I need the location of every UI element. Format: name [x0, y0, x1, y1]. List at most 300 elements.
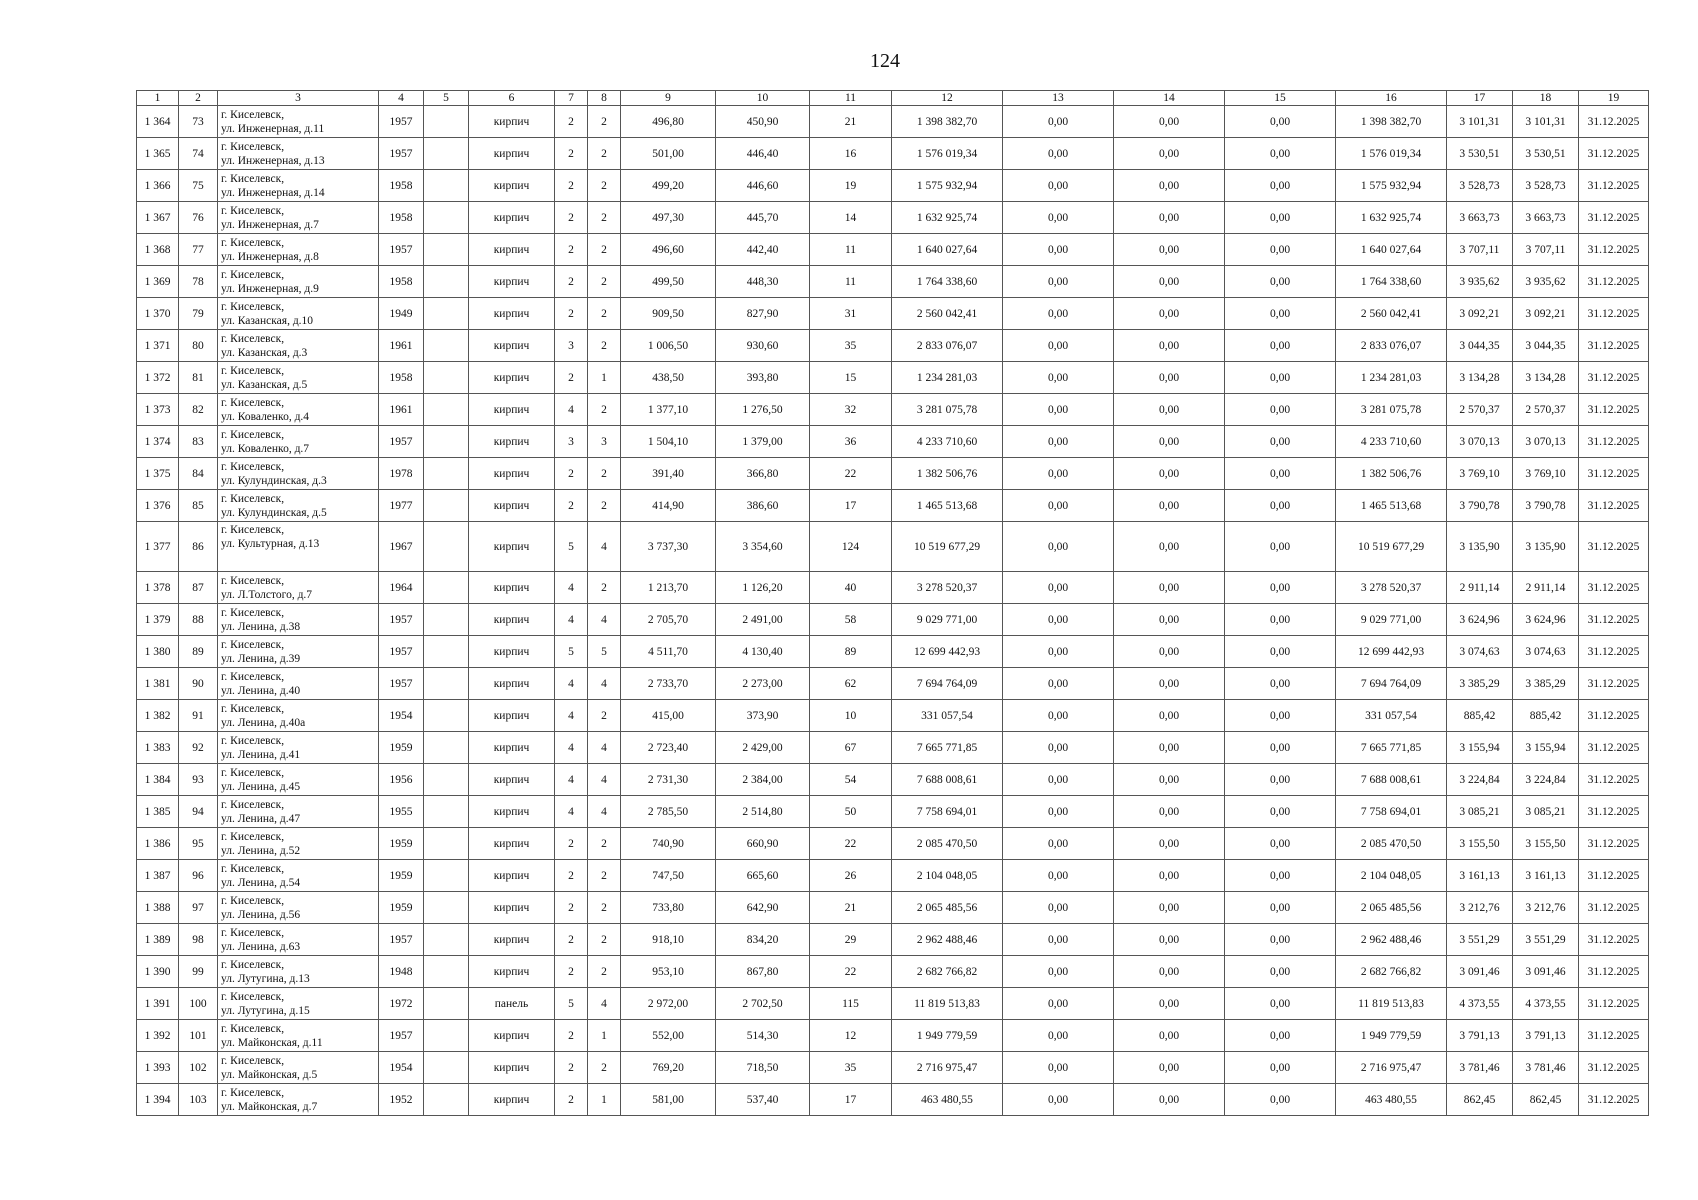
table-cell-c14: 0,00: [1114, 170, 1225, 202]
table-cell-c9: 3 737,30: [621, 522, 716, 572]
table-cell-c2: 90: [179, 668, 218, 700]
table-cell-c8: 2: [588, 202, 621, 234]
table-cell-c7: 4: [555, 732, 588, 764]
table-cell-c18: 3 134,28: [1513, 362, 1579, 394]
table-cell-c18: 3 074,63: [1513, 636, 1579, 668]
housing-register-table: [136, 90, 1649, 1116]
table-cell-c14: 0,00: [1114, 796, 1225, 828]
table-cell-c19: 31.12.2025: [1579, 106, 1649, 138]
address-cell: [218, 106, 379, 138]
table-cell-c13: 0,00: [1003, 988, 1114, 1020]
table-cell-c12: 1 234 281,03: [892, 362, 1003, 394]
table-cell-c15: 0,00: [1225, 796, 1336, 828]
table-cell-c4: 1957: [379, 668, 424, 700]
table-cell-c11: 31: [810, 298, 892, 330]
table-cell-c4: 1959: [379, 892, 424, 924]
table-cell-c6: кирпич: [469, 1084, 555, 1116]
table-row: [137, 924, 1649, 956]
table-cell-c12: 463 480,55: [892, 1084, 1003, 1116]
address-city: г. Киселевск,: [221, 428, 285, 441]
table-cell-c4: 1955: [379, 796, 424, 828]
table-cell-c2: 76: [179, 202, 218, 234]
table-cell-c15: 0,00: [1225, 1052, 1336, 1084]
address-street: ул. Майконская, д.5: [221, 1068, 318, 1081]
table-cell-c5: [424, 170, 469, 202]
table-cell-c7: 2: [555, 458, 588, 490]
table-cell-c14: 0,00: [1114, 522, 1225, 572]
table-cell-c7: 2: [555, 362, 588, 394]
table-cell-c4: 1957: [379, 924, 424, 956]
table-cell-c9: 499,50: [621, 266, 716, 298]
address-cell: [218, 170, 379, 202]
table-row: [137, 1084, 1649, 1116]
table-cell-c16: 2 085 470,50: [1336, 828, 1447, 860]
table-cell-c5: [424, 732, 469, 764]
table-cell-c9: 733,80: [621, 892, 716, 924]
address-street: ул. Лутугина, д.13: [221, 972, 310, 985]
table-cell-c12: 7 688 008,61: [892, 764, 1003, 796]
table-cell-c10: 2 514,80: [716, 796, 810, 828]
table-cell-c10: 718,50: [716, 1052, 810, 1084]
table-cell-c17: 3 044,35: [1447, 330, 1513, 362]
table-cell-c14: 0,00: [1114, 298, 1225, 330]
table-cell-c12: 1 382 506,76: [892, 458, 1003, 490]
table-cell-c14: 0,00: [1114, 106, 1225, 138]
table-cell-c15: 0,00: [1225, 170, 1336, 202]
table-cell-c2: 82: [179, 394, 218, 426]
table-cell-c14: 0,00: [1114, 1052, 1225, 1084]
table-cell-c7: 2: [555, 266, 588, 298]
table-cell-c8: 2: [588, 828, 621, 860]
table-cell-c9: 496,60: [621, 234, 716, 266]
table-row: [137, 522, 1649, 572]
table-cell-c18: 3 769,10: [1513, 458, 1579, 490]
table-cell-c15: 0,00: [1225, 106, 1336, 138]
table-cell-c9: 1 213,70: [621, 572, 716, 604]
address-street: ул. Культурная, д.13: [221, 538, 320, 550]
address-cell: [218, 764, 379, 796]
table-cell-c13: 0,00: [1003, 732, 1114, 764]
table-cell-c4: 1954: [379, 700, 424, 732]
table-row: [137, 298, 1649, 330]
table-cell-c8: 2: [588, 138, 621, 170]
table-cell-c2: 83: [179, 426, 218, 458]
table-cell-c9: 2 723,40: [621, 732, 716, 764]
table-cell-c14: 0,00: [1114, 604, 1225, 636]
table-cell-c6: кирпич: [469, 426, 555, 458]
table-cell-c11: 35: [810, 330, 892, 362]
table-cell-c10: 4 130,40: [716, 636, 810, 668]
table-cell-c11: 26: [810, 860, 892, 892]
table-cell-c10: 537,40: [716, 1084, 810, 1116]
table-cell-c4: 1978: [379, 458, 424, 490]
table-cell-c6: кирпич: [469, 490, 555, 522]
table-cell-c6: кирпич: [469, 234, 555, 266]
table-cell-c12: 2 104 048,05: [892, 860, 1003, 892]
table-cell-c16: 11 819 513,83: [1336, 988, 1447, 1020]
table-cell-c5: [424, 490, 469, 522]
table-cell-c17: 3 101,31: [1447, 106, 1513, 138]
table-cell-c15: 0,00: [1225, 330, 1336, 362]
table-cell-c10: 366,80: [716, 458, 810, 490]
table-cell-c1: 1 390: [137, 956, 179, 988]
table-cell-c4: 1958: [379, 170, 424, 202]
table-cell-c9: 391,40: [621, 458, 716, 490]
table-cell-c6: кирпич: [469, 458, 555, 490]
address-cell: [218, 234, 379, 266]
table-cell-c18: 3 212,76: [1513, 892, 1579, 924]
table-cell-c12: 1 949 779,59: [892, 1020, 1003, 1052]
table-cell-c13: 0,00: [1003, 234, 1114, 266]
table-cell-c2: 88: [179, 604, 218, 636]
table-cell-c12: 2 560 042,41: [892, 298, 1003, 330]
table-cell-c11: 19: [810, 170, 892, 202]
address-city: г. Киселевск,: [221, 734, 285, 747]
table-cell-c1: 1 367: [137, 202, 179, 234]
table-cell-c15: 0,00: [1225, 394, 1336, 426]
table-cell-c4: 1959: [379, 828, 424, 860]
table-cell-c5: [424, 956, 469, 988]
address-cell: [218, 298, 379, 330]
address-cell: [218, 266, 379, 298]
table-row: [137, 202, 1649, 234]
table-cell-c1: 1 373: [137, 394, 179, 426]
address-street: ул. Кулундинская, д.3: [221, 474, 327, 487]
address-street: ул. Майконская, д.7: [221, 1100, 318, 1113]
table-cell-c10: 446,40: [716, 138, 810, 170]
table-cell-c1: 1 383: [137, 732, 179, 764]
table-cell-c6: кирпич: [469, 1052, 555, 1084]
table-cell-c18: 3 663,73: [1513, 202, 1579, 234]
table-row: [137, 394, 1649, 426]
column-number-header: 11: [810, 91, 892, 106]
table-cell-c7: 2: [555, 490, 588, 522]
table-cell-c13: 0,00: [1003, 956, 1114, 988]
table-body: [137, 106, 1649, 1116]
address-city: г. Киселевск,: [221, 172, 285, 185]
table-cell-c15: 0,00: [1225, 764, 1336, 796]
address-cell: [218, 394, 379, 426]
table-cell-c16: 2 962 488,46: [1336, 924, 1447, 956]
table-cell-c8: 4: [588, 522, 621, 572]
table-cell-c19: 31.12.2025: [1579, 170, 1649, 202]
address-cell: [218, 924, 379, 956]
table-cell-c10: 3 354,60: [716, 522, 810, 572]
table-cell-c9: 953,10: [621, 956, 716, 988]
table-row: [137, 956, 1649, 988]
table-cell-c17: 3 551,29: [1447, 924, 1513, 956]
table-cell-c4: 1956: [379, 764, 424, 796]
address-city: г. Киселевск,: [221, 1054, 285, 1067]
table-cell-c18: 3 091,46: [1513, 956, 1579, 988]
table-row: [137, 732, 1649, 764]
table-cell-c5: [424, 572, 469, 604]
table-cell-c13: 0,00: [1003, 266, 1114, 298]
table-row: [137, 170, 1649, 202]
table-cell-c13: 0,00: [1003, 860, 1114, 892]
address-cell: [218, 828, 379, 860]
address-city: г. Киселевск,: [221, 798, 285, 811]
table-cell-c16: 1 465 513,68: [1336, 490, 1447, 522]
table-cell-c13: 0,00: [1003, 796, 1114, 828]
table-cell-c4: 1957: [379, 106, 424, 138]
table-cell-c11: 29: [810, 924, 892, 956]
table-cell-c2: 100: [179, 988, 218, 1020]
table-cell-c19: 31.12.2025: [1579, 234, 1649, 266]
table-cell-c10: 2 429,00: [716, 732, 810, 764]
table-cell-c7: 2: [555, 1020, 588, 1052]
address-street: ул. Ленина, д.38: [221, 620, 301, 633]
table-cell-c4: 1949: [379, 298, 424, 330]
address-city: г. Киселевск,: [221, 862, 285, 875]
table-cell-c16: 2 104 048,05: [1336, 860, 1447, 892]
table-cell-c14: 0,00: [1114, 700, 1225, 732]
column-number-header: 12: [892, 91, 1003, 106]
table-cell-c14: 0,00: [1114, 394, 1225, 426]
table-cell-c14: 0,00: [1114, 764, 1225, 796]
table-cell-c14: 0,00: [1114, 426, 1225, 458]
table-cell-c11: 12: [810, 1020, 892, 1052]
table-cell-c9: 1 377,10: [621, 394, 716, 426]
table-cell-c14: 0,00: [1114, 362, 1225, 394]
address-city: г. Киселевск,: [221, 670, 285, 683]
address-cell: [218, 426, 379, 458]
table-cell-c5: [424, 796, 469, 828]
table-cell-c2: 84: [179, 458, 218, 490]
table-cell-c15: 0,00: [1225, 1084, 1336, 1116]
table-cell-c10: 665,60: [716, 860, 810, 892]
address-street: ул. Казанская, д.5: [221, 378, 308, 391]
address-city: г. Киселевск,: [221, 926, 285, 939]
table-cell-c1: 1 391: [137, 988, 179, 1020]
column-number-header: 3: [218, 91, 379, 106]
table-cell-c15: 0,00: [1225, 490, 1336, 522]
table-cell-c5: [424, 1052, 469, 1084]
table-row: [137, 458, 1649, 490]
table-cell-c13: 0,00: [1003, 426, 1114, 458]
table-cell-c10: 514,30: [716, 1020, 810, 1052]
table-cell-c17: 3 161,13: [1447, 860, 1513, 892]
table-cell-c9: 747,50: [621, 860, 716, 892]
table-cell-c17: 3 155,50: [1447, 828, 1513, 860]
table-cell-c19: 31.12.2025: [1579, 764, 1649, 796]
address-city: г. Киселевск,: [221, 364, 285, 377]
table-cell-c16: 1 398 382,70: [1336, 106, 1447, 138]
table-cell-c5: [424, 988, 469, 1020]
address-city: г. Киселевск,: [221, 108, 285, 121]
table-cell-c17: 3 935,62: [1447, 266, 1513, 298]
column-number-header: 4: [379, 91, 424, 106]
table-cell-c18: 3 161,13: [1513, 860, 1579, 892]
table-cell-c5: [424, 458, 469, 490]
table-cell-c4: 1959: [379, 732, 424, 764]
table-cell-c8: 2: [588, 234, 621, 266]
table-cell-c17: 3 528,73: [1447, 170, 1513, 202]
table-cell-c4: 1964: [379, 572, 424, 604]
table-cell-c19: 31.12.2025: [1579, 956, 1649, 988]
table-cell-c6: кирпич: [469, 1020, 555, 1052]
table-cell-c1: 1 370: [137, 298, 179, 330]
table-cell-c5: [424, 298, 469, 330]
table-cell-c6: кирпич: [469, 636, 555, 668]
table-cell-c16: 1 576 019,34: [1336, 138, 1447, 170]
address-cell: [218, 636, 379, 668]
table-cell-c11: 62: [810, 668, 892, 700]
table-cell-c16: 4 233 710,60: [1336, 426, 1447, 458]
table-cell-c11: 17: [810, 1084, 892, 1116]
table-cell-c11: 67: [810, 732, 892, 764]
address-street: ул. Казанская, д.10: [221, 314, 314, 327]
table-cell-c12: 10 519 677,29: [892, 522, 1003, 572]
table-cell-c2: 74: [179, 138, 218, 170]
table-cell-c16: 1 632 925,74: [1336, 202, 1447, 234]
table-cell-c14: 0,00: [1114, 924, 1225, 956]
table-cell-c18: 3 135,90: [1513, 522, 1579, 572]
table-cell-c8: 4: [588, 764, 621, 796]
table-cell-c17: 3 085,21: [1447, 796, 1513, 828]
table-cell-c4: 1961: [379, 394, 424, 426]
table-cell-c11: 11: [810, 266, 892, 298]
table-cell-c17: 4 373,55: [1447, 988, 1513, 1020]
table-cell-c18: 4 373,55: [1513, 988, 1579, 1020]
table-row: [137, 138, 1649, 170]
table-cell-c16: 10 519 677,29: [1336, 522, 1447, 572]
table-row: [137, 860, 1649, 892]
table-cell-c10: 660,90: [716, 828, 810, 860]
table-cell-c2: 94: [179, 796, 218, 828]
table-cell-c1: 1 379: [137, 604, 179, 636]
table-cell-c7: 2: [555, 924, 588, 956]
table-cell-c17: 862,45: [1447, 1084, 1513, 1116]
address-street: ул. Лутугина, д.15: [221, 1004, 310, 1017]
table-cell-c10: 2 491,00: [716, 604, 810, 636]
address-city: г. Киселевск,: [221, 830, 285, 843]
table-cell-c18: 3 624,96: [1513, 604, 1579, 636]
table-cell-c18: 2 911,14: [1513, 572, 1579, 604]
address-city: г. Киселевск,: [221, 766, 285, 779]
table-cell-c9: 769,20: [621, 1052, 716, 1084]
table-cell-c11: 14: [810, 202, 892, 234]
table-cell-c14: 0,00: [1114, 572, 1225, 604]
table-cell-c17: 3 070,13: [1447, 426, 1513, 458]
table-cell-c15: 0,00: [1225, 988, 1336, 1020]
column-number-header: 16: [1336, 91, 1447, 106]
table-cell-c16: 7 758 694,01: [1336, 796, 1447, 828]
table-cell-c7: 2: [555, 956, 588, 988]
table-cell-c2: 85: [179, 490, 218, 522]
table-cell-c7: 2: [555, 1084, 588, 1116]
table-cell-c10: 1 126,20: [716, 572, 810, 604]
table-cell-c18: 3 224,84: [1513, 764, 1579, 796]
column-number-header: 13: [1003, 91, 1114, 106]
table-cell-c15: 0,00: [1225, 668, 1336, 700]
table-cell-c4: 1972: [379, 988, 424, 1020]
table-cell-c5: [424, 828, 469, 860]
table-cell-c10: 1 379,00: [716, 426, 810, 458]
table-cell-c6: кирпич: [469, 860, 555, 892]
table-cell-c4: 1957: [379, 138, 424, 170]
table-cell-c1: 1 381: [137, 668, 179, 700]
address-street: ул. Коваленко, д.7: [221, 442, 310, 455]
table-cell-c14: 0,00: [1114, 988, 1225, 1020]
table-cell-c13: 0,00: [1003, 764, 1114, 796]
table-row: [137, 828, 1649, 860]
table-cell-c9: 918,10: [621, 924, 716, 956]
table-cell-c4: 1961: [379, 330, 424, 362]
table-cell-c11: 17: [810, 490, 892, 522]
table-row: [137, 362, 1649, 394]
table-cell-c9: 581,00: [621, 1084, 716, 1116]
table-cell-c11: 115: [810, 988, 892, 1020]
table-cell-c4: 1957: [379, 426, 424, 458]
table-row: [137, 266, 1649, 298]
address-street: ул. Казанская, д.3: [221, 346, 308, 359]
table-cell-c17: 3 091,46: [1447, 956, 1513, 988]
table-cell-c8: 2: [588, 572, 621, 604]
table-cell-c13: 0,00: [1003, 924, 1114, 956]
table-cell-c15: 0,00: [1225, 362, 1336, 394]
table-cell-c7: 2: [555, 138, 588, 170]
table-cell-c1: 1 384: [137, 764, 179, 796]
table-cell-c6: кирпич: [469, 170, 555, 202]
address-city: г. Киселевск,: [221, 606, 285, 619]
table-cell-c5: [424, 604, 469, 636]
table-cell-c15: 0,00: [1225, 138, 1336, 170]
table-cell-c9: 497,30: [621, 202, 716, 234]
table-cell-c10: 373,90: [716, 700, 810, 732]
table-cell-c6: кирпич: [469, 764, 555, 796]
table-cell-c12: 7 694 764,09: [892, 668, 1003, 700]
table-cell-c12: 1 575 932,94: [892, 170, 1003, 202]
table-cell-c16: 331 057,54: [1336, 700, 1447, 732]
address-cell: [218, 956, 379, 988]
table-cell-c6: кирпич: [469, 138, 555, 170]
table-cell-c19: 31.12.2025: [1579, 1084, 1649, 1116]
table-cell-c12: 11 819 513,83: [892, 988, 1003, 1020]
table-cell-c5: [424, 106, 469, 138]
address-cell: [218, 138, 379, 170]
table-cell-c8: 2: [588, 490, 621, 522]
table-row: [137, 572, 1649, 604]
table-cell-c2: 86: [179, 522, 218, 572]
table-row: [137, 604, 1649, 636]
table-cell-c2: 81: [179, 362, 218, 394]
table-cell-c17: 3 212,76: [1447, 892, 1513, 924]
table-cell-c12: 2 682 766,82: [892, 956, 1003, 988]
table-cell-c1: 1 386: [137, 828, 179, 860]
address-cell: [218, 522, 379, 572]
table-cell-c12: 1 576 019,34: [892, 138, 1003, 170]
table-cell-c19: 31.12.2025: [1579, 604, 1649, 636]
table-cell-c6: кирпич: [469, 202, 555, 234]
table-cell-c6: кирпич: [469, 956, 555, 988]
table-cell-c7: 4: [555, 604, 588, 636]
table-row: [137, 330, 1649, 362]
address-city: г. Киселевск,: [221, 574, 285, 587]
table-cell-c19: 31.12.2025: [1579, 458, 1649, 490]
table-cell-c17: 3 791,13: [1447, 1020, 1513, 1052]
column-number-header: 14: [1114, 91, 1225, 106]
address-street: ул. Инженерная, д.8: [221, 250, 319, 263]
table-cell-c16: 9 029 771,00: [1336, 604, 1447, 636]
table-cell-c5: [424, 362, 469, 394]
table-cell-c19: 31.12.2025: [1579, 636, 1649, 668]
table-cell-c1: 1 389: [137, 924, 179, 956]
table-cell-c16: 463 480,55: [1336, 1084, 1447, 1116]
table-cell-c9: 2 733,70: [621, 668, 716, 700]
table-cell-c15: 0,00: [1225, 860, 1336, 892]
table-cell-c6: кирпич: [469, 106, 555, 138]
